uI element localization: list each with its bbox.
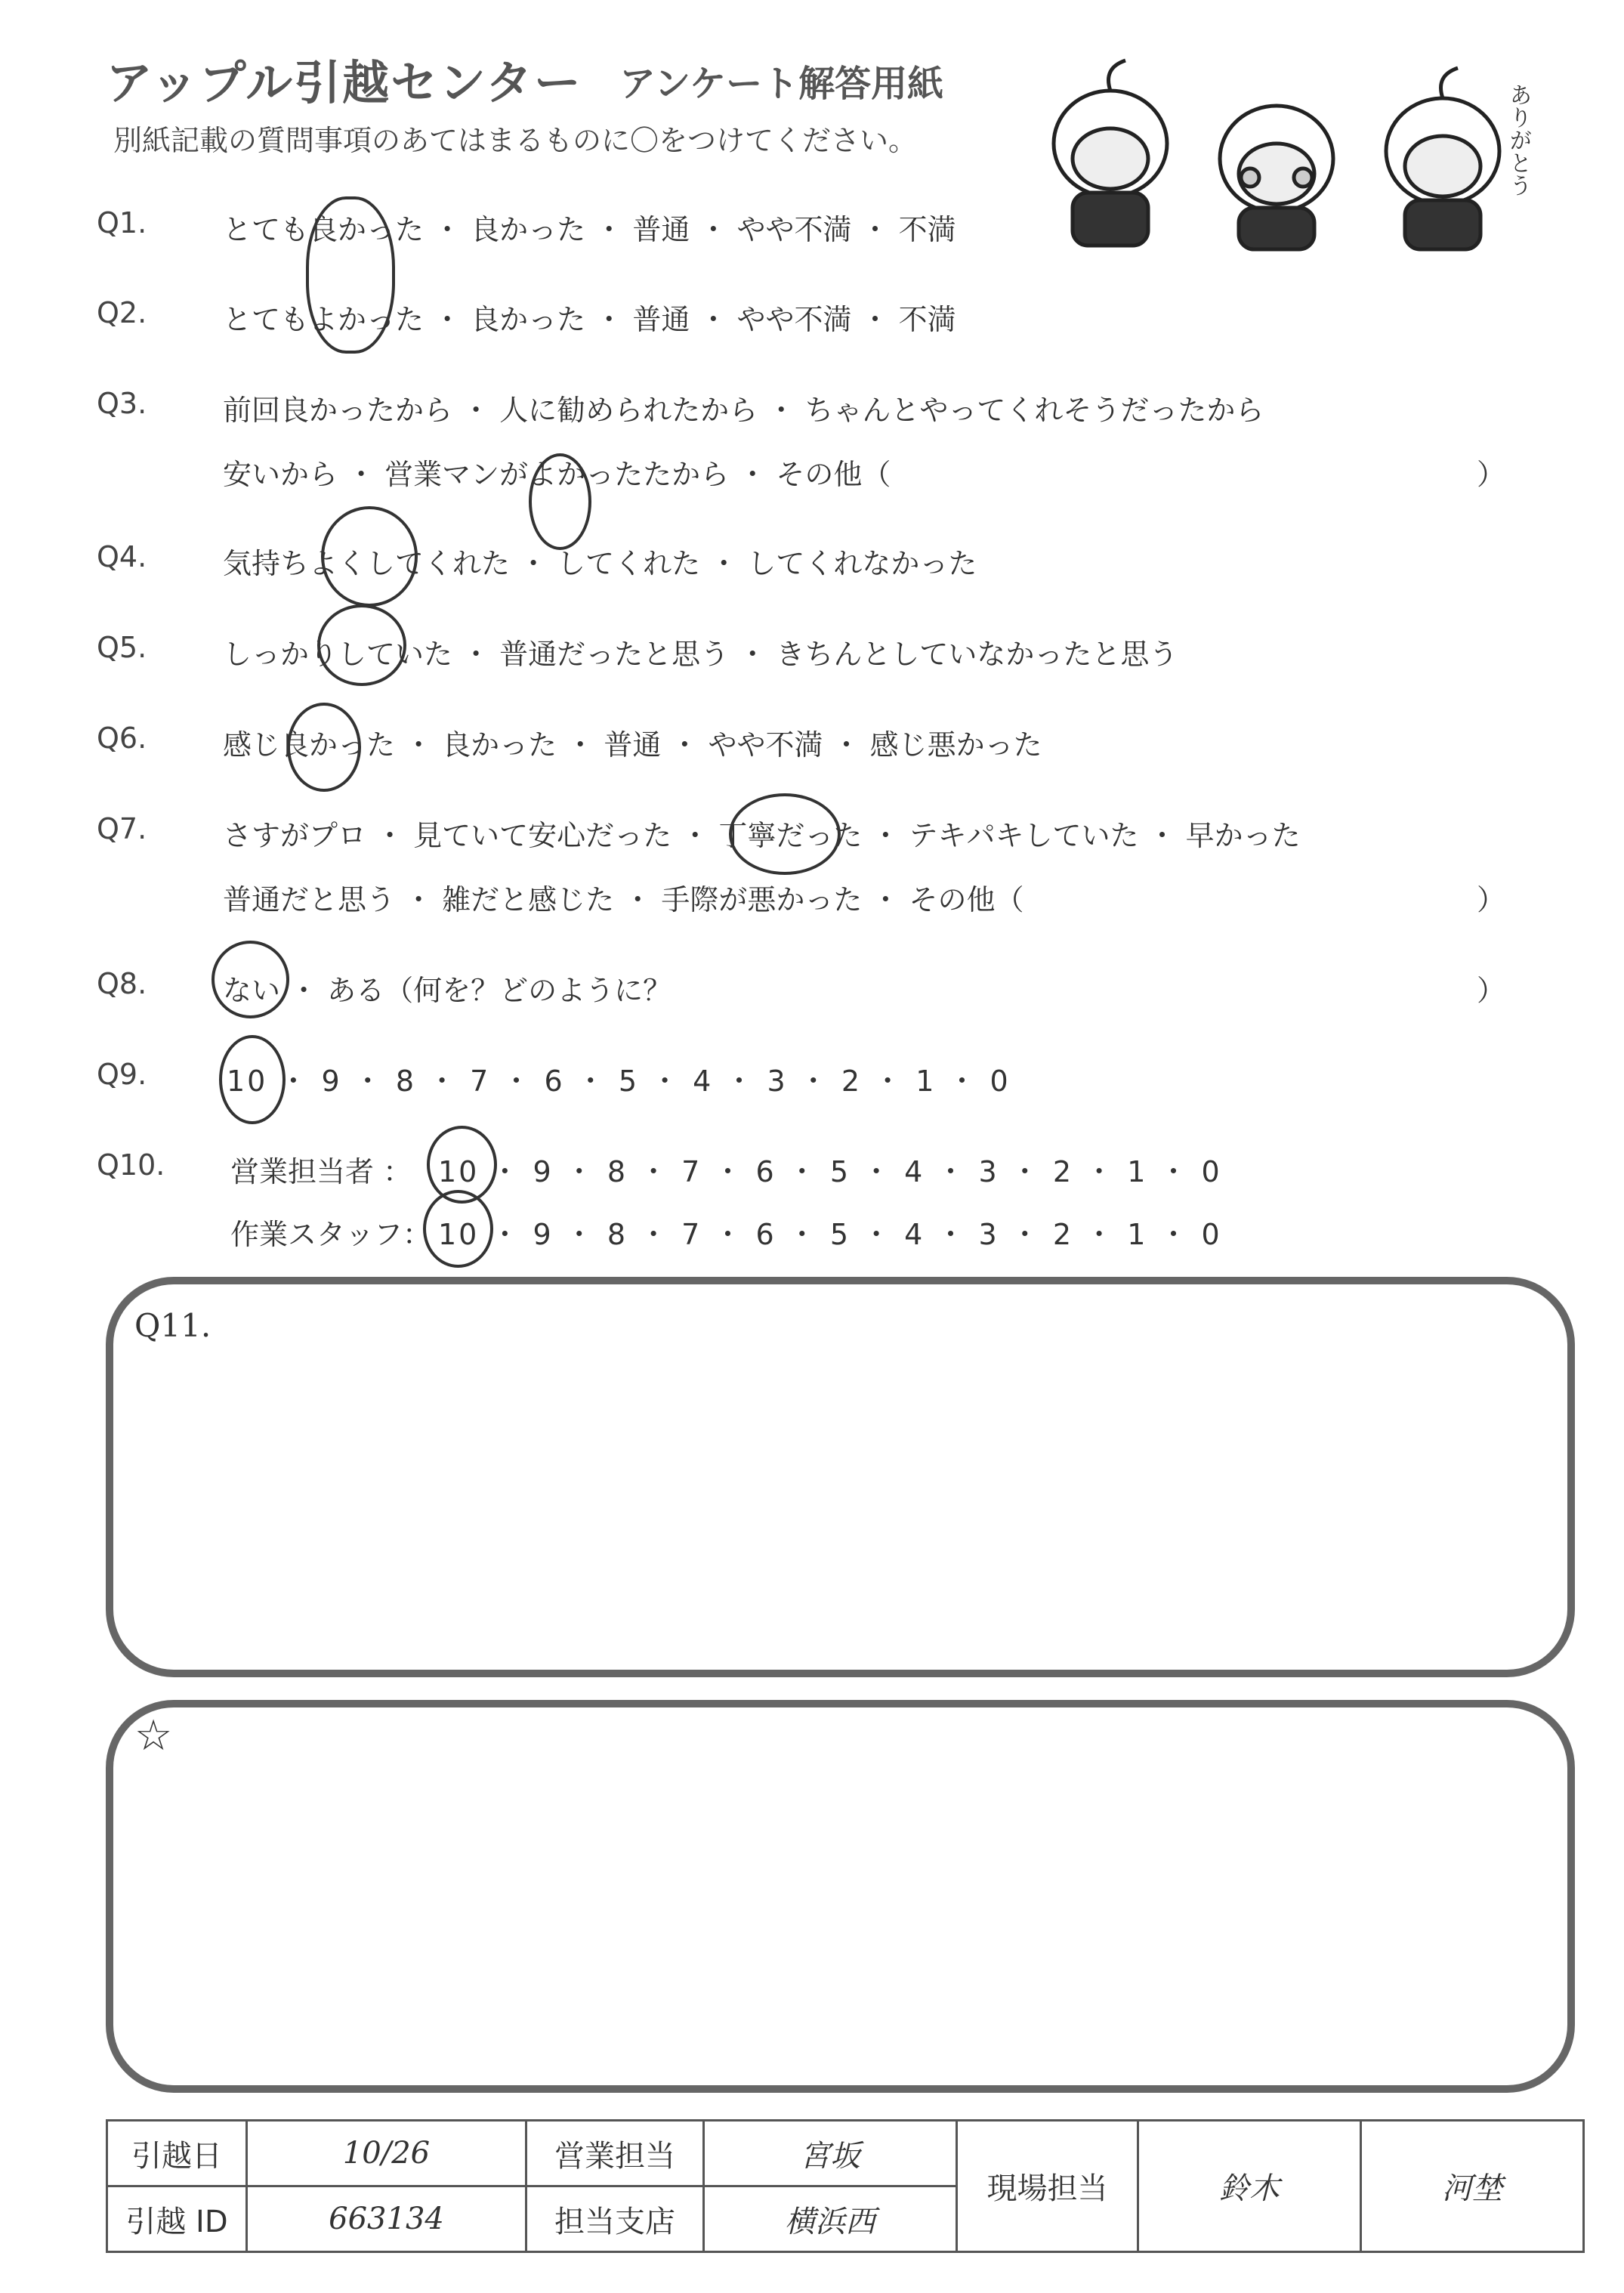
q10-sales-label: 営業担当者 ： — [230, 1155, 412, 1188]
field-rep-2: 河埜 — [1361, 2121, 1584, 2252]
branch-label: 担当支店 — [526, 2186, 704, 2252]
field-rep-label: 現場担当 — [957, 2121, 1138, 2252]
q8-close-paren: ） — [1477, 974, 1506, 1007]
sales-rep-value: 宮坂 — [704, 2121, 957, 2186]
q9-scale[interactable]: 10 ・ 9 ・ 8 ・ 7 ・ 6 ・ 5 ・ 4 ・ 3 ・ 2 ・ 1 ・ 0 — [227, 1065, 1011, 1098]
q8-options[interactable]: ない ・ ある（何を？どのように？ — [223, 974, 672, 1007]
q1-label: Q1. — [97, 206, 147, 239]
q4-options[interactable]: 気持ちよくしてくれた ・ してくれた ・ してくれなかった — [223, 547, 977, 580]
q4-answer-circle — [321, 506, 418, 607]
move-date-value: 10/26 — [247, 2121, 526, 2186]
move-info-table — [106, 2119, 1585, 2253]
q3-answer-circle — [529, 453, 591, 550]
sales-rep-label: 営業担当 — [526, 2121, 704, 2186]
instruction-text: 別紙記載の質問事項のあてはまるものに〇をつけてください。 — [113, 124, 918, 157]
form-subtitle: アンケート解答用紙 — [619, 63, 944, 105]
q6-label: Q6. — [97, 722, 147, 755]
move-id-label: 引越 ID — [107, 2186, 247, 2252]
q9-answer-circle — [219, 1035, 286, 1124]
q3-options-line2[interactable]: 安いから ・ 営業マンがよかったたから ・ その他（ — [223, 458, 891, 491]
q3-options-line1[interactable]: 前回良かったから ・ 人に勧められたから ・ ちゃんとやってくれそうだったから — [223, 394, 1264, 427]
branch-value: 横浜西 — [704, 2186, 957, 2252]
q10-sales-scale[interactable]: 10 ・ 9 ・ 8 ・ 7 ・ 6 ・ 5 ・ 4 ・ 3 ・ 2 ・ 1 ・ 0 — [438, 1155, 1222, 1188]
company-title: アップル引越センター — [106, 55, 582, 110]
q11-comment-box[interactable] — [106, 1277, 1575, 1677]
q7-options-line2[interactable]: 普通だと思う ・ 雑だと感じた ・ 手際が悪かった ・ その他（ — [223, 883, 1024, 916]
q3-close-paren: ） — [1477, 458, 1506, 491]
q1-options[interactable]: とても良かった ・ 良かった ・ 普通 ・ やや不満 ・ 不満 — [223, 213, 956, 246]
q5-options[interactable]: しっかりしていた ・ 普通だったと思う ・ きちんとしていなかったと思う — [223, 638, 1178, 671]
q7-options-line1[interactable]: さすがプロ ・ 見ていて安心だった ・ 丁寧だった ・ テキパキしていた ・ 早かった — [223, 819, 1301, 852]
q7-label: Q7. — [97, 812, 147, 845]
q2-label: Q2. — [97, 296, 147, 329]
star-label: ☆ — [134, 1711, 173, 1760]
move-date-label: 引越日 — [107, 2121, 247, 2186]
q11-label: Q11. — [134, 1307, 211, 1344]
field-rep-1: 鈴木 — [1138, 2121, 1361, 2252]
q5-answer-circle — [317, 604, 406, 686]
q2-options[interactable]: とてもよかった ・ 良かった ・ 普通 ・ やや不満 ・ 不満 — [223, 303, 956, 336]
q7-close-paren: ） — [1477, 883, 1506, 916]
q6-answer-circle — [287, 703, 361, 792]
q4-label: Q4. — [97, 540, 147, 573]
q10-label: Q10. — [97, 1148, 165, 1182]
monkey-mascots-illustration — [1027, 53, 1556, 257]
thanks-text: ありがとう — [1505, 83, 1532, 196]
q5-label: Q5. — [97, 631, 147, 664]
q3-label: Q3. — [97, 387, 147, 420]
q10-staff-label: 作業スタッフ： — [230, 1218, 432, 1251]
q9-label: Q9. — [97, 1058, 147, 1091]
star-comment-box[interactable] — [106, 1700, 1575, 2093]
q7-answer-circle — [729, 793, 841, 875]
q10-staff-answer-circle — [423, 1190, 493, 1268]
q10-staff-scale[interactable]: 10 ・ 9 ・ 8 ・ 7 ・ 6 ・ 5 ・ 4 ・ 3 ・ 2 ・ 1 ・ 0 — [438, 1218, 1222, 1251]
q8-answer-circle — [211, 941, 289, 1018]
q8-label: Q8. — [97, 967, 147, 1000]
move-id-value: 663134 — [247, 2186, 526, 2252]
q6-options[interactable]: 感じ良かった ・ 良かった ・ 普通 ・ やや不満 ・ 感じ悪かった — [223, 728, 1042, 762]
